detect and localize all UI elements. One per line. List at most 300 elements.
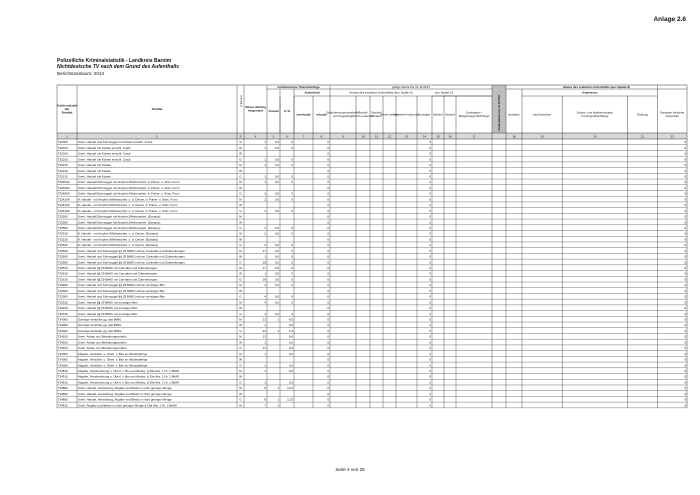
row-sonstiger-erlaubt: 0 xyxy=(684,248,686,253)
row-schluessel: 734510 xyxy=(57,374,68,379)
row-anzahl: 0,0 xyxy=(274,163,279,168)
row-sexus: W xyxy=(239,237,242,242)
row-straftat: Unerl. Handel mit Kokain einschl. Crack xyxy=(77,145,131,150)
header-anzahl: Anzahl xyxy=(268,108,279,113)
row-straftat: Unerl. Handel §§ 29 BtMG mit sonstigen Btm xyxy=(77,300,138,305)
row-prozent: 0 xyxy=(291,277,293,282)
row-sonstiger-erlaubt: 0 xyxy=(684,191,686,196)
row-schluessel: 732910 xyxy=(57,311,68,316)
row-sonstiger-erlaubt: 0 xyxy=(684,157,686,162)
header-schluesselzahl: Straftat xyxy=(61,110,73,115)
column-number: 9 xyxy=(342,134,344,139)
row-sexus: M xyxy=(239,180,242,185)
row-erlaubt: 0 xyxy=(327,260,329,265)
row-sexus: G xyxy=(239,225,242,230)
row-sonstiger: 0 xyxy=(429,311,431,316)
row-sonstiger-erlaubt: 0 xyxy=(684,174,686,179)
row-sexus: G xyxy=(239,260,242,265)
row-erlaubt: 0 xyxy=(327,391,329,396)
row-prozent: 0 xyxy=(291,248,293,253)
row-sonstiger: 0 xyxy=(429,334,431,339)
row-sonstiger: 0 xyxy=(429,271,431,276)
header-nichtdeutsche: nichtdeutsche Tatverdächtige xyxy=(277,84,320,89)
row-sonstiger-erlaubt: 0 xyxy=(684,386,686,391)
row-anzahl: 0,0 xyxy=(274,277,279,282)
row-tatverdaechtig: 2 xyxy=(264,231,266,236)
header-col-10: Tourist/ xyxy=(358,110,368,115)
row-anzahl: 0,0 xyxy=(274,140,279,145)
header-col-18: gestattet xyxy=(508,112,520,117)
row-prozent: 0,0 xyxy=(288,346,293,351)
row-sexus: W xyxy=(239,306,242,311)
row-straftat: Sonstige Verstöße gg. das BtMG xyxy=(77,323,122,328)
row-sonstiger: 0 xyxy=(429,386,431,391)
row-straftat: Unerl. Handel, Herstellung, Abgabe und Besitz in nicht geringer Menge xyxy=(77,391,172,396)
row-erlaubt: 0 xyxy=(327,288,329,293)
row-sonstiger-erlaubt: 0 xyxy=(684,220,686,225)
header-col-14: Sonstiger xyxy=(418,112,431,117)
row-erlaubt: 0 xyxy=(327,231,329,236)
row-erlaubt: 0 xyxy=(327,180,329,185)
row-tatverdaechtig: 1 xyxy=(264,380,266,385)
row-prozent: 0,0 xyxy=(288,340,293,345)
row-tatverdaechtig: 4 xyxy=(264,311,266,316)
row-straftat: Unerl. Handel/Schmuggel mit Amphet./Methamphet. (Ecstasy) xyxy=(77,214,161,219)
row-sonstiger: 0 xyxy=(429,317,431,322)
row-straftat: Unerl. Handel/Schmuggel mit Amphet./Methamphet. in Pulver- o. flüss. Form xyxy=(77,180,180,185)
row-sonstiger-erlaubt: 0 xyxy=(684,145,686,150)
row-straftat: Sonstige Verstöße gg. das BtMG xyxy=(77,328,122,333)
row-prozent: 0 xyxy=(291,157,293,162)
row-erlaubt: 0 xyxy=(327,397,329,402)
row-sonstiger-erlaubt: 0 xyxy=(684,328,686,333)
row-sexus: W xyxy=(239,323,242,328)
row-erlaubt: 0 xyxy=(327,357,329,362)
column-number: 20 xyxy=(593,134,597,139)
row-erlaubt: 0 xyxy=(327,317,329,322)
row-prozent: 0 xyxy=(291,174,293,179)
row-sonstiger-erlaubt: 0 xyxy=(684,294,686,299)
row-sexus: G xyxy=(239,311,242,316)
row-sonstiger: 0 xyxy=(429,340,431,345)
row-sexus: G xyxy=(239,346,242,351)
row-prozent: 0 xyxy=(291,231,293,236)
row-straftat: Unerl. Handel/Schmuggel mit Amphet./Methamphet. (Ecstasy) xyxy=(77,220,161,225)
row-straftat: Unerl. Handel/Schmuggel mit Amphet./Methamphet. in Pulver- o. flüss. Form xyxy=(77,191,180,196)
header-col-20: Schutz- und Asylberechtigte, xyxy=(576,110,614,115)
row-erlaubt: 0 xyxy=(327,151,329,156)
row-straftat: Unerl. Handel §§ 29 BtMG mit Cannabis und Zubereitungen xyxy=(77,271,158,276)
row-erlaubt: 0 xyxy=(327,225,329,230)
column-number: 22 xyxy=(670,134,674,139)
row-sonstiger: 0 xyxy=(429,220,431,225)
row-sonstiger-erlaubt: 0 xyxy=(684,203,686,208)
row-schluessel: 732410A xyxy=(57,197,70,202)
row-erlaubt: 0 xyxy=(327,386,329,391)
row-anzahl: 0,0 xyxy=(274,283,279,288)
row-sonstiger: 0 xyxy=(429,203,431,208)
header-col-11: Student xyxy=(371,113,382,118)
row-straftat: Unerl. Handel mit Kokain einschl. Crack xyxy=(77,157,131,162)
row-sexus: M xyxy=(239,248,242,253)
row-anzahl: 0,0 xyxy=(274,174,279,179)
row-erlaubt: 0 xyxy=(327,163,329,168)
header-asylbewerber-vertical: Asylbewerber bis 31.12.2017 xyxy=(498,94,501,131)
row-sonstiger-erlaubt: 0 xyxy=(684,323,686,328)
row-erlaubt: 0 xyxy=(327,363,329,368)
row-erlaubt: 0 xyxy=(327,351,329,356)
row-sonstiger-erlaubt: 0 xyxy=(684,231,686,236)
row-sonstiger: 0 xyxy=(429,368,431,373)
row-sexus: W xyxy=(239,203,242,208)
row-sonstiger-erlaubt: 0 xyxy=(684,340,686,345)
row-schluessel: 734100 xyxy=(57,346,68,351)
row-sonstiger: 0 xyxy=(429,277,431,282)
column-number: 2 xyxy=(156,134,158,139)
row-tatverdaechtig: 1 xyxy=(264,363,266,368)
row-prozent: 0 xyxy=(291,300,293,305)
row-straftat: Abgabe, Verabreichung u. Überl. v. Btm an Minderj. § 29a Abs. 1 Nr. 1 BtMG xyxy=(77,368,180,373)
column-number: 19 xyxy=(540,134,544,139)
row-anzahl: 0,0 xyxy=(274,271,279,276)
row-schluessel: 734000 xyxy=(57,328,68,333)
row-tatverdaechtig: 17 xyxy=(262,266,266,271)
header-asylwesen: Asylwesen xyxy=(581,90,598,95)
row-anzahl: 0,0 xyxy=(274,180,279,185)
row-schluessel: 732900 xyxy=(57,294,68,299)
row-sonstiger-erlaubt: 0 xyxy=(684,197,686,202)
row-anzahl: 0,0 xyxy=(274,191,279,196)
row-schluessel: 732600 xyxy=(57,260,68,265)
row-erlaubt: 0 xyxy=(327,145,329,150)
row-erlaubt: 0 xyxy=(327,243,329,248)
row-straftat: ill. Handel - mit Amphet./Methamphet. u. d. Derive. in Pulver- o. flüss. Form xyxy=(77,208,178,213)
row-schluessel: 734000 xyxy=(57,363,68,368)
row-erlaubt: 0 xyxy=(327,368,329,373)
row-tatverdaechtig: 1 xyxy=(264,351,266,356)
row-sexus: M xyxy=(239,334,242,339)
row-sonstiger-erlaubt: 0 xyxy=(684,300,686,305)
row-prozent: 12,5 xyxy=(287,397,293,402)
header-tatverdaechtig: Tatver-dächtig xyxy=(244,105,267,110)
row-straftat: Unerl. Handel, Herstellung, Abgabe und Besitz in nicht geringer Menge xyxy=(77,386,172,391)
row-erlaubt: 0 xyxy=(327,294,329,299)
row-schluessel: 732600 xyxy=(57,248,68,253)
row-sexus: M xyxy=(239,351,242,356)
row-tatverdaechtig: 2 xyxy=(264,243,266,248)
row-sexus: W xyxy=(239,254,242,259)
row-erlaubt: 0 xyxy=(327,203,329,208)
row-sonstiger-erlaubt: 0 xyxy=(684,306,686,311)
row-erlaubt: 0 xyxy=(327,340,329,345)
row-tatverdaechtig: 1 xyxy=(264,254,266,259)
row-sexus: G xyxy=(239,328,242,333)
row-tatverdaechtig: 1 xyxy=(264,157,266,162)
row-straftat: Unerl. Handel §§ 29 BtMG mit Cannabis und Zubereitungen xyxy=(77,266,158,271)
header-status: Status des erlaubten Aufenthalts (aus Spalte 8) xyxy=(562,84,631,89)
row-sonstiger: 0 xyxy=(429,225,431,230)
row-sexus: W xyxy=(239,168,242,173)
row-sonstiger-erlaubt: 0 xyxy=(684,351,686,356)
column-number: 15 xyxy=(436,134,440,139)
row-straftat: Abgabe, Veräußer. u. Überl. v. Btm an Minderjährige xyxy=(77,363,148,368)
header-col-17: Bürgerkriegs-flüchtlinge xyxy=(458,113,490,118)
row-anzahl: 1 xyxy=(277,397,279,402)
page-footer: Seite 4 von 26 xyxy=(335,467,365,472)
row-erlaubt: 0 xyxy=(327,323,329,328)
header-col-11: Schüler/ xyxy=(371,110,382,115)
row-prozent: 0 xyxy=(291,208,293,213)
row-erlaubt: 0 xyxy=(327,266,329,271)
row-tatverdaechtig: 1 xyxy=(264,145,266,150)
report-subtitle: Nichtdeutsche TV nach dem Grund des Aufenthalts xyxy=(57,64,180,71)
row-sonstiger: 0 xyxy=(429,140,431,145)
row-sonstiger-erlaubt: 0 xyxy=(684,180,686,185)
row-sonstiger: 0 xyxy=(429,214,431,219)
row-schluessel: 732910 xyxy=(57,306,68,311)
row-straftat: Unerl. Handel mit Kokain xyxy=(77,168,111,173)
row-schluessel: 734510 xyxy=(57,380,68,385)
row-erlaubt: 0 xyxy=(327,220,329,225)
row-anzahl: 0,0 xyxy=(274,311,279,316)
row-tatverdaechtig: 1 xyxy=(264,180,266,185)
row-tatverdaechtig: 8 xyxy=(264,397,266,402)
row-sonstiger-erlaubt: 0 xyxy=(684,368,686,373)
row-sexus: M xyxy=(239,283,242,288)
row-sonstiger-erlaubt: 0 xyxy=(684,266,686,271)
row-erlaubt: 0 xyxy=(327,403,329,408)
row-tatverdaechtig: 14 xyxy=(262,346,266,351)
row-sonstiger: 0 xyxy=(429,180,431,185)
row-erlaubt: 0 xyxy=(327,380,329,385)
header-straftat: Straftat xyxy=(151,106,163,111)
row-sonstiger: 0 xyxy=(429,260,431,265)
row-straftat: Unerl. Handel mit Kokain xyxy=(77,174,111,179)
row-sonstiger-erlaubt: 0 xyxy=(684,403,686,408)
row-prozent: 0 xyxy=(291,145,293,150)
row-schluessel: 732500 xyxy=(57,214,68,219)
row-schluessel: 732010 xyxy=(57,151,68,156)
column-number: 1 xyxy=(66,134,68,139)
row-sonstiger: 0 xyxy=(429,266,431,271)
row-tatverdaechtig: 7 xyxy=(264,403,266,408)
header-col-17: Kontingent-/ xyxy=(466,110,482,115)
row-sonstiger-erlaubt: 0 xyxy=(684,168,686,173)
row-tatverdaechtig: 22 xyxy=(262,317,266,322)
row-prozent: 0 xyxy=(291,163,293,168)
column-number: 10 xyxy=(361,134,365,139)
row-tatverdaechtig: 1 xyxy=(264,140,266,145)
row-straftat: Unerl. Handel und Schmuggel §§ 29 BtMG mit/von sonstigen Btm xyxy=(77,288,166,293)
row-sonstiger: 0 xyxy=(429,403,431,408)
row-schluessel: 732410A xyxy=(57,208,70,213)
table-header xyxy=(57,85,685,139)
row-sexus: G xyxy=(239,140,242,145)
header-col-20: Kontingentflüchtlinge xyxy=(581,113,609,118)
row-schluessel: 734510 xyxy=(57,368,68,373)
row-sonstiger-erlaubt: 0 xyxy=(684,243,686,248)
row-schluessel: 732400A xyxy=(57,180,70,185)
row-tatverdaechtig: 18 xyxy=(262,260,266,265)
row-sonstiger-erlaubt: 0 xyxy=(684,163,686,168)
row-erlaubt: 0 xyxy=(327,214,329,219)
header-col-9: und Angehörige xyxy=(332,113,354,118)
header-tatverdaechtig: insgesamt xyxy=(247,108,264,113)
row-sonstiger: 0 xyxy=(429,397,431,402)
row-sexus: M xyxy=(239,386,242,391)
row-prozent: 0 xyxy=(291,311,293,316)
row-straftat: Abgabe, Veräußer. u. Überl. v. Btm an Minderjährige xyxy=(77,357,148,362)
row-straftat: ill. Handel - mit Amphet./Methamphet. u. d. Derive. (Ecstasy) xyxy=(77,231,159,236)
row-schluessel: 732400A xyxy=(57,191,70,196)
row-sonstiger: 0 xyxy=(429,145,431,150)
row-prozent: 0,0 xyxy=(288,323,293,328)
row-sonstiger: 0 xyxy=(429,197,431,202)
column-number: 12 xyxy=(387,134,392,139)
row-schluessel: 734000 xyxy=(57,351,68,356)
row-sexus: W xyxy=(239,357,242,362)
header-col-16: Student xyxy=(445,112,455,117)
row-anzahl: 0,0 xyxy=(274,157,279,162)
row-sexus: M xyxy=(239,300,242,305)
row-sexus: M xyxy=(239,403,242,408)
row-sonstiger: 0 xyxy=(429,243,431,248)
column-number: 18 xyxy=(512,134,516,139)
column-number: 7 xyxy=(302,134,305,139)
row-anzahl: 0,0 xyxy=(274,266,279,271)
row-sexus: G xyxy=(239,363,242,368)
row-sexus: G xyxy=(239,208,242,213)
column-number: 21 xyxy=(640,134,645,139)
row-schluessel: 734000 xyxy=(57,357,68,362)
row-sonstiger: 0 xyxy=(429,288,431,293)
row-sonstiger: 0 xyxy=(429,363,431,368)
row-sexus: W xyxy=(239,220,242,225)
row-erlaubt: 0 xyxy=(327,140,329,145)
row-sonstiger-erlaubt: 0 xyxy=(684,254,686,259)
row-sonstiger: 0 xyxy=(429,231,431,236)
row-tatverdaechtig: 18 xyxy=(262,277,266,282)
row-tatverdaechtig: 1 xyxy=(264,271,266,276)
row-sonstiger-erlaubt: 0 xyxy=(684,374,686,379)
row-anzahl: 0,0 xyxy=(274,225,279,230)
row-tatverdaechtig: 2 xyxy=(264,191,266,196)
column-number: 14 xyxy=(422,134,427,139)
row-straftat: Unerl. Handel und Schmuggel §§ 29 BtMG mit/von Cannabis und Zubereitungen xyxy=(77,248,185,253)
row-schluessel: 732510 xyxy=(57,237,68,242)
row-erlaubt: 0 xyxy=(327,300,329,305)
row-sonstiger-erlaubt: 0 xyxy=(684,283,686,288)
header-col-10: Durch-reisender xyxy=(352,113,374,118)
header-col-13: Gewerbe-treibender xyxy=(393,112,420,117)
header-col-22: Sonstiger erlaubter xyxy=(659,110,685,115)
row-schluessel: 732500 xyxy=(57,220,68,225)
row-prozent: 0 xyxy=(291,191,293,196)
column-number: 8 xyxy=(320,134,323,139)
row-sexus: G xyxy=(239,277,242,282)
row-sexus: G xyxy=(239,380,242,385)
row-prozent: 4,3 xyxy=(288,328,293,333)
row-anzahl: 0,0 xyxy=(274,260,279,265)
row-erlaubt: 0 xyxy=(327,174,329,179)
row-sexus: W xyxy=(239,391,242,396)
header-in-prozent: in % xyxy=(283,108,291,113)
row-schluessel: 732910 xyxy=(57,300,68,305)
column-number: 13 xyxy=(404,134,409,139)
row-tatverdaechtig: 23 xyxy=(262,328,266,333)
row-prozent: 0 xyxy=(291,243,293,248)
column-number: 3 xyxy=(239,134,242,139)
row-sonstiger: 0 xyxy=(429,306,431,311)
row-prozent: 4,5 xyxy=(288,317,293,322)
row-schluessel: 734000 xyxy=(57,317,68,322)
row-straftat: Unerl. Handel, Herstellung, Abgabe und Besitz in nicht geringer Menge xyxy=(77,397,172,402)
row-anzahl: 0,0 xyxy=(274,208,279,213)
row-tatverdaechtig: 4 xyxy=(264,283,266,288)
row-erlaubt: 0 xyxy=(327,157,329,162)
row-sonstiger: 0 xyxy=(429,185,431,190)
row-sonstiger-erlaubt: 0 xyxy=(684,277,686,282)
row-straftat: Unerl. Handel und Schmuggel §§ 29 BtMG mit/von Cannabis und Zubereitungen xyxy=(77,254,185,259)
row-schluessel: 732610 xyxy=(57,271,68,276)
row-tatverdaechtig: 1 xyxy=(264,163,266,168)
header-schluesselzahl: der xyxy=(64,106,70,111)
row-erlaubt: 0 xyxy=(327,346,329,351)
row-sonstiger-erlaubt: 0 xyxy=(684,334,686,339)
row-sonstiger: 0 xyxy=(429,391,431,396)
report-title: Polizeiliche Kriminalstatistik - Landkreis Barnim xyxy=(57,58,172,64)
row-tatverdaechtig: 2 xyxy=(264,225,266,230)
row-schluessel: 734100 xyxy=(57,340,68,345)
column-number: 5 xyxy=(272,134,275,139)
row-anzahl: 0,0 xyxy=(274,248,279,253)
row-schluessel: 732210 xyxy=(57,174,68,179)
row-straftat: Sonstige Verstöße gg. das BtMG xyxy=(77,317,122,322)
row-anzahl: 0,0 xyxy=(274,197,279,202)
row-schluessel: 732400A xyxy=(57,185,70,190)
row-sonstiger: 0 xyxy=(429,357,431,362)
row-tatverdaechtig: 2 xyxy=(264,197,266,202)
header-gueltig: gültige Werte bis 31.12.2017 xyxy=(391,84,431,89)
row-sonstiger: 0 xyxy=(429,300,431,305)
row-sonstiger: 0 xyxy=(429,151,431,156)
row-anzahl: 1 xyxy=(277,328,279,333)
row-tatverdaechtig: 13 xyxy=(262,334,266,339)
row-sonstiger-erlaubt: 0 xyxy=(684,140,686,145)
header-col-12: Arbeit-nehmer xyxy=(380,112,399,117)
row-schluessel: 734800 xyxy=(57,386,68,391)
row-straftat: Unerl. Handel mit Kokain xyxy=(77,163,111,168)
row-tatverdaechtig: 4 xyxy=(264,294,266,299)
row-schluessel: 734100 xyxy=(57,334,68,339)
row-sonstiger: 0 xyxy=(429,283,431,288)
row-schluessel: 732010 xyxy=(57,157,68,162)
row-sexus: M xyxy=(239,368,242,373)
row-sexus: W xyxy=(239,374,242,379)
row-prozent: 0,0 xyxy=(288,363,293,368)
row-tatverdaechtig: 1 xyxy=(264,323,266,328)
row-tatverdaechtig: 8 xyxy=(264,386,266,391)
row-schluessel: 732900 xyxy=(57,283,68,288)
row-anzahl: 0,0 xyxy=(274,231,279,236)
row-sexus: M xyxy=(239,231,242,236)
row-schluessel: 732410A xyxy=(57,203,70,208)
row-erlaubt: 0 xyxy=(327,191,329,196)
header-col-15: Schüler xyxy=(433,112,443,117)
row-sonstiger-erlaubt: 0 xyxy=(684,151,686,156)
row-straftat: Unerl. Handel/Schmuggel mit Amphet./Methamphet. in Pulver- o. flüss. Form xyxy=(77,185,180,190)
row-erlaubt: 0 xyxy=(327,311,329,316)
